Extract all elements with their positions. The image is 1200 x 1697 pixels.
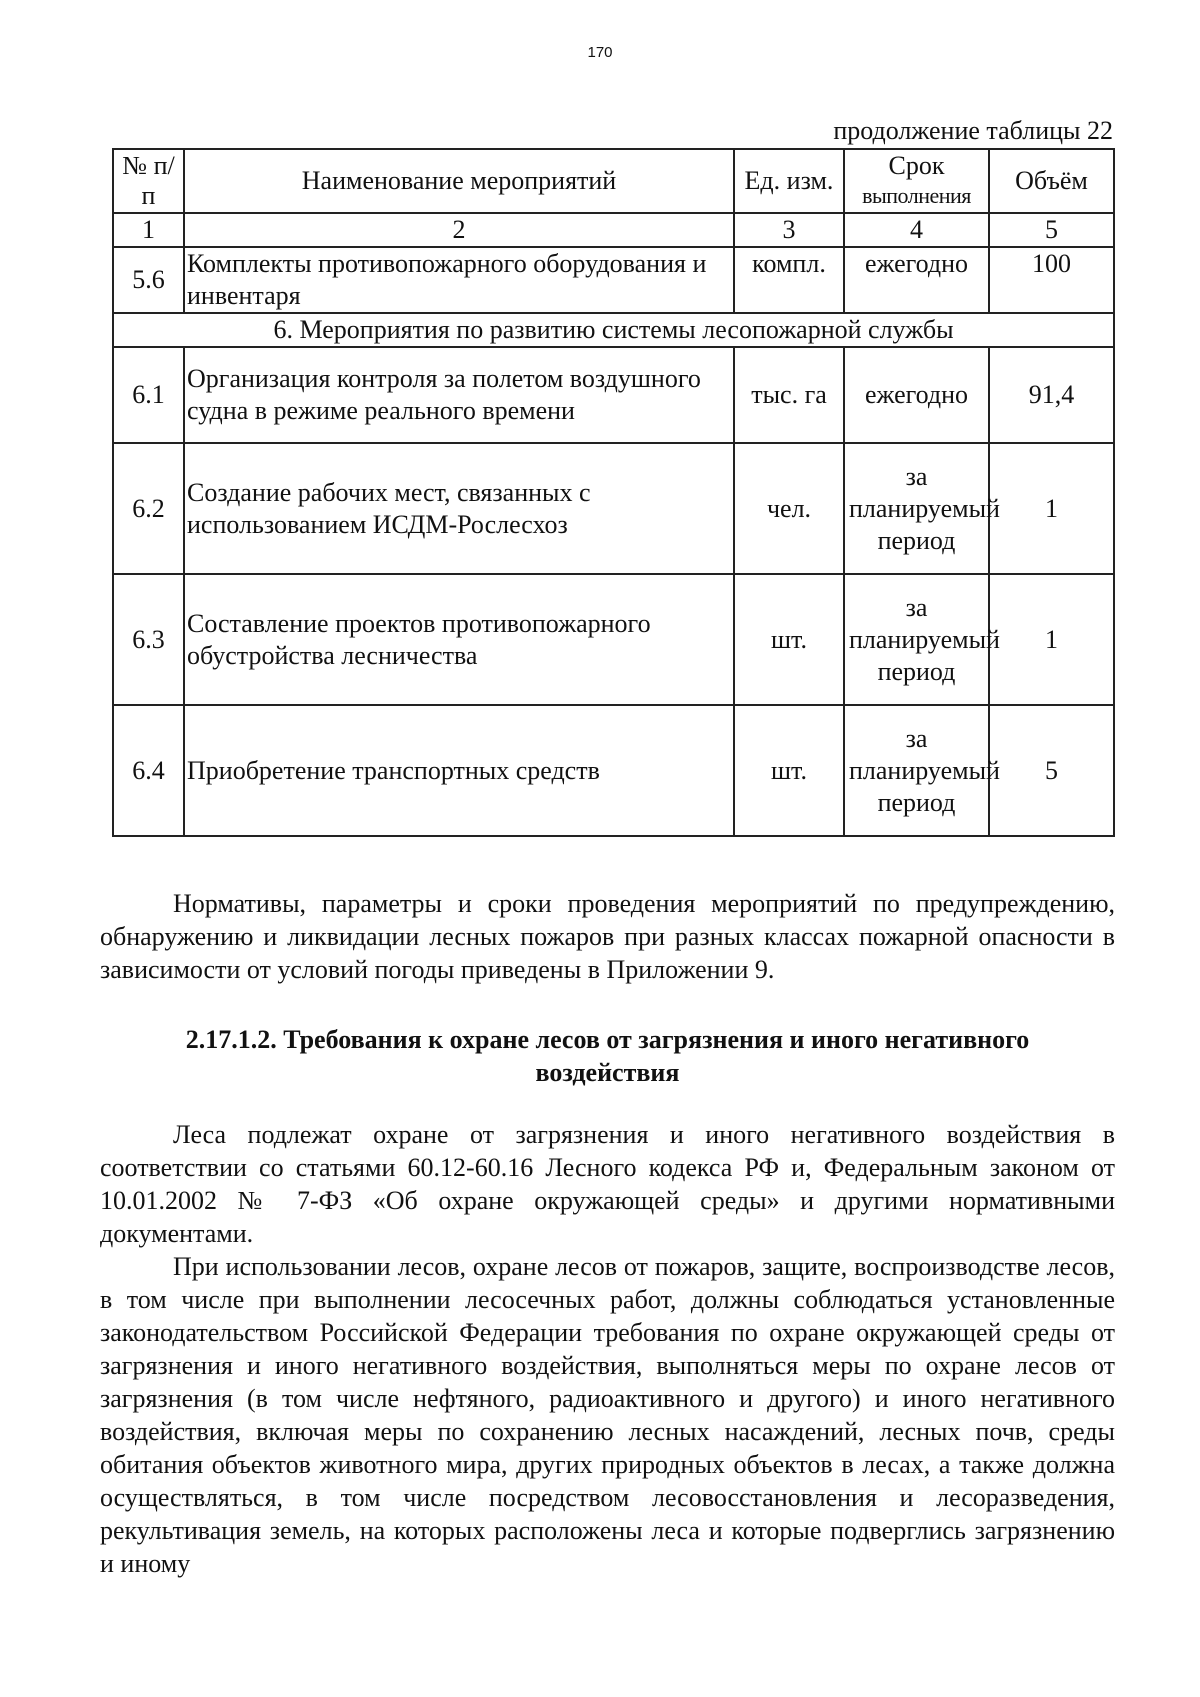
row-volume: 100: [989, 247, 1114, 313]
paragraph-protection-text: Леса подлежат охране от загрязнения и иного негативного воздействия в соответствии со статьями 60.12-60.16 Лесного кодекса РФ и, Федеральным законом от 10.01.2002 № 7-ФЗ «Об охране окружающей среды» и другими нормативными документами.: [100, 1120, 1115, 1248]
row-term: за планируемый период: [844, 705, 989, 836]
row-unit: тыс. га: [734, 347, 844, 443]
row-name: Приобретение транспортных средств: [184, 705, 734, 836]
row-term: ежегодно: [844, 247, 989, 313]
col-number: 5: [989, 213, 1114, 247]
col-number: 3: [734, 213, 844, 247]
row-unit: компл.: [734, 247, 844, 313]
paragraph-norms: [100, 887, 1115, 986]
header-unit: Ед. изм.: [734, 149, 844, 213]
row-volume: 1: [989, 443, 1114, 574]
table-row: [113, 347, 1114, 443]
table-row: [113, 574, 1114, 705]
paragraph-requirements-text: При использовании лесов, охране лесов от пожаров, защите, воспроизводстве лесов, в том числе при выполнении лесосечных работ, должны соблюдаться установленные законодательством Российской Федерации требования по охране окружающей среды от загрязнения и иного негативного воздействия, выполняться меры по охране лесов от загрязнения (в том числе нефтяного, радиоактивного и другого) и иного негативного воздействия, включая меры по сохранению лесных насаждений, лесных почв, среды обитания объектов животного мира, других природных объектов в лесах, а также должна осуществляться, в том числе посредством лесовосстановления и лесоразведения, рекультивация земель, на которых расположены леса и которые подверглись загрязнению и иному: [100, 1252, 1115, 1578]
measures-table: [112, 148, 1115, 837]
row-term: за планируемый период: [844, 443, 989, 574]
paragraph-protection: [100, 1118, 1115, 1580]
row-name: Составление проектов противопожарного обустройства лесничества: [184, 574, 734, 705]
table-row: [113, 247, 1114, 313]
header-term-line2: выполнения: [862, 183, 971, 208]
header-num: № п/п: [113, 149, 184, 213]
row-volume: 1: [989, 574, 1114, 705]
row-unit: шт.: [734, 705, 844, 836]
row-name: Комплекты противопожарного оборудования и инвентаря: [184, 247, 734, 313]
header-term: [844, 149, 989, 213]
row-unit: шт.: [734, 574, 844, 705]
row-unit: чел.: [734, 443, 844, 574]
section-title: 6. Мероприятия по развитию системы лесопожарной службы: [113, 313, 1114, 347]
table-row: [113, 705, 1114, 836]
section-heading: [100, 1023, 1115, 1089]
header-term-line1: Срок: [888, 151, 945, 180]
col-number: 1: [113, 213, 184, 247]
header-name: Наименование мероприятий: [184, 149, 734, 213]
header-volume: Объём: [989, 149, 1114, 213]
row-name: Организация контроля за полетом воздушного судна в режиме реального времени: [184, 347, 734, 443]
row-term: ежегодно: [844, 347, 989, 443]
page-number: 170: [587, 44, 613, 61]
row-num: 6.2: [113, 443, 184, 574]
row-name: Создание рабочих мест, связанных с использованием ИСДМ-Рослесхоз: [184, 443, 734, 574]
row-num: 6.4: [113, 705, 184, 836]
row-volume: 5: [989, 705, 1114, 836]
row-num: 6.3: [113, 574, 184, 705]
section-row: [113, 313, 1114, 347]
table-continuation-label: продолжение таблицы 22: [833, 116, 1113, 145]
col-number: 2: [184, 213, 734, 247]
section-heading-line2: воздействия: [535, 1058, 680, 1087]
column-numbers-row: [113, 213, 1114, 247]
table-row: [113, 443, 1114, 574]
row-num: 5.6: [113, 247, 184, 313]
paragraph-norms-text: Нормативы, параметры и сроки проведения мероприятий по предупреждению, обнаружению и ликвидации лесных пожаров при разных классах пожарной опасности в зависимости от условий погоды приведены в Приложении 9.: [100, 889, 1115, 984]
table-header-row: [113, 149, 1114, 213]
row-term: за планируемый период: [844, 574, 989, 705]
row-num: 6.1: [113, 347, 184, 443]
col-number: 4: [844, 213, 989, 247]
section-heading-line1: 2.17.1.2. Требования к охране лесов от загрязнения и иного негативного: [185, 1025, 1030, 1054]
row-volume: 91,4: [989, 347, 1114, 443]
